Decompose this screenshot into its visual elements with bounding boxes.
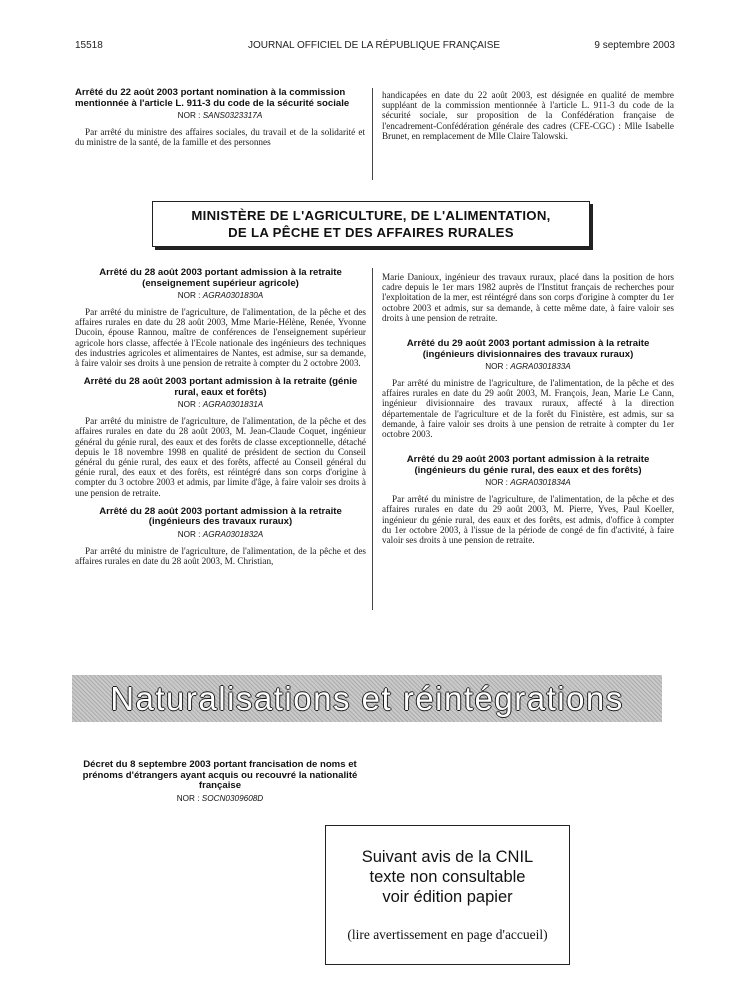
article-body: Par arrêté du ministre de l'agriculture, de l'alimentation, de la pêche et des affaires rurales en date du 29 août 2003, M. François, Jean, Marie Le Cann, ingénieur divisionnaire des travaux ruraux, affecté à la direction départementale de l'agriculture et de la forêt du Finistère, est admis, sur sa demande, à faire valoir ses droits à une pension de retraite à compter du 1er octobre 2003. <box>382 378 674 440</box>
nor-reference <box>382 478 674 488</box>
nor-code: AGRA0301834A <box>510 478 571 488</box>
nor-reference <box>75 111 365 121</box>
article-title: Arrêté du 28 août 2003 portant admission à la retraite (génie rural, eaux et forêts) <box>83 376 358 398</box>
ministry-heading <box>152 201 590 247</box>
right-column <box>382 272 674 554</box>
top-article-right <box>382 90 674 141</box>
issue-date: 9 septembre 2003 <box>594 40 675 51</box>
nor-reference <box>75 794 365 804</box>
cnil-footnote: (lire avertissement en page d'accueil) <box>347 927 548 942</box>
nor-label: NOR : <box>176 793 202 803</box>
page-number: 15518 <box>75 40 103 51</box>
nor-label: NOR : <box>485 478 511 488</box>
nor-code: AGRA0301830A <box>202 291 264 300</box>
article-title: Arrêté du 28 août 2003 portant admission à la retraite (ingénieurs des travaux ruraux) <box>99 505 342 528</box>
article-title: Arrêté du 29 août 2003 portant admission à la retraite (ingénieurs divisionnaires des travaux ruraux) <box>406 338 650 360</box>
nor-reference <box>382 362 674 372</box>
article <box>75 507 366 566</box>
decree-title: Décret du 8 septembre 2003 portant francisation de noms et prénoms d'étrangers ayant acquis ou recouvré la nationalité française <box>82 759 358 791</box>
cnil-line-2: texte non consultable <box>369 868 526 886</box>
article-body: Par arrêté du ministre de l'agriculture, de l'alimentation, de la pêche et des affaires rurales en date du 29 août 2003, M. Pierre, Yves, Paul Koeller, ingénieur du génie rural, des eaux et des forêts, est admis, d'office à compter du 1er octobre 2003, à l'issue de la période de congé de fin d'activité, à faire valoir ses droits à une pension de retraite. <box>382 494 674 546</box>
column-divider <box>372 88 373 180</box>
article-title: Arrêté du 28 août 2003 portant admission à la retraite (enseignement supérieur agricole) <box>99 267 342 289</box>
decree <box>75 760 365 804</box>
article-title: Arrêté du 22 août 2003 portant nomination à la commission mentionnée à l'article L. 911-3 du code de la sécurité sociale <box>75 87 350 109</box>
nor-code: AGRA0301833A <box>510 362 571 372</box>
nor-reference <box>75 530 366 540</box>
article-body: Par arrêté du ministre de l'agriculture, de l'alimentation, de la pêche et des affaires rurales en date du 28 août 2003, M. Christian, <box>75 545 366 567</box>
article-continuation: handicapées en date du 22 août 2003, est désignée en qualité de membre suppléant de la commission mentionnée à l'article L. 911-3 du code de la sécurité sociale, sur proposition de la Confédération française de l'encadrement-Confédération générale des cadres (CFE-CGC) : Mlle Isabelle Brunet, en remplacement de Mlle Claire Talowski. <box>382 90 674 141</box>
article <box>75 268 366 368</box>
article-body: Par arrêté du ministre de l'agriculture, de l'alimentation, de la pêche et des affaires rurales en date du 28 août 2003, M. Jean-Claude Coquet, ingénieur général du génie rural, des eaux et des forêts de classe exceptionnelle, détaché depuis le 18 novembre 1998 en qualité de président de section du Conseil général du génie rural, des eaux et des forêts, affecté au Conseil général du génie rural, des eaux et des forêts, est réintégré dans son corps d'origine à compter du 3 octobre 2003 et admis, par limite d'âge, à faire valoir ses droits à une pension de retraite. <box>75 416 366 498</box>
ministry-line-1: MINISTÈRE DE L'AGRICULTURE, DE L'ALIMENTATION, <box>191 208 551 223</box>
nor-code: SANS0323317A <box>202 111 263 120</box>
nor-label: NOR : <box>177 529 203 539</box>
journal-title: JOURNAL OFFICIEL DE LA RÉPUBLIQUE FRANÇAISE <box>247 40 501 51</box>
ministry-line-2: DE LA PÊCHE ET DES AFFAIRES RURALES <box>228 225 514 240</box>
column-divider <box>372 268 373 610</box>
nor-code: AGRA0301831A <box>202 400 264 410</box>
cnil-notice-box <box>325 825 570 965</box>
top-article-left <box>75 88 365 147</box>
article-continuation: Marie Danioux, ingénieur des travaux ruraux, placé dans la position de hors cadre depuis le 1er mars 1982 auprès de l'Institut français de recherches pour l'exploitation de la mer, est réintégré dans son corps d'origine à compter du 1er octobre 2003 et admis, sur sa demande, à cette même date, à faire valoir ses droits à une pension de retraite. <box>382 272 674 323</box>
nor-reference <box>75 400 366 410</box>
nor-reference <box>75 291 366 301</box>
section-banner: Naturalisations et réintégrations <box>72 675 662 722</box>
nor-code: AGRA0301832A <box>202 529 264 539</box>
left-column <box>75 268 366 575</box>
nor-label: NOR : <box>485 362 511 372</box>
article <box>75 377 366 498</box>
cnil-line-3: voir édition papier <box>382 888 513 906</box>
nor-label: NOR : <box>177 291 203 300</box>
article-title: Arrêté du 29 août 2003 portant admission à la retraite (ingénieurs du génie rural, des eaux et des forêts) <box>406 454 650 476</box>
article <box>382 339 674 439</box>
nor-label: NOR : <box>177 111 203 120</box>
article-body: Par arrêté du ministre des affaires sociales, du travail et de la solidarité et du ministre de la santé, de la famille et des personnes <box>75 127 365 148</box>
article <box>382 455 674 545</box>
nor-label: NOR : <box>177 400 203 410</box>
article-body: Par arrêté du ministre de l'agriculture, de l'alimentation, de la pêche et des affaires rurales en date du 28 août 2003, Mme Marie-Hélène, Renée, Yvonne Ducoin, épouse Rannou, maître de conférences de l'enseignement supérieur agricole hors classe, affectée à l'Ecole nationale des ingénieurs des techniques des industries agricoles et alimentaires de Nantes, est admise, sur sa demande, à faire valoir ses droits à une pension de retraite à compter du 2 octobre 2003. <box>75 307 366 369</box>
nor-code: SOCN0309608D <box>201 793 264 803</box>
cnil-line-1: Suivant avis de la CNIL <box>361 848 534 866</box>
